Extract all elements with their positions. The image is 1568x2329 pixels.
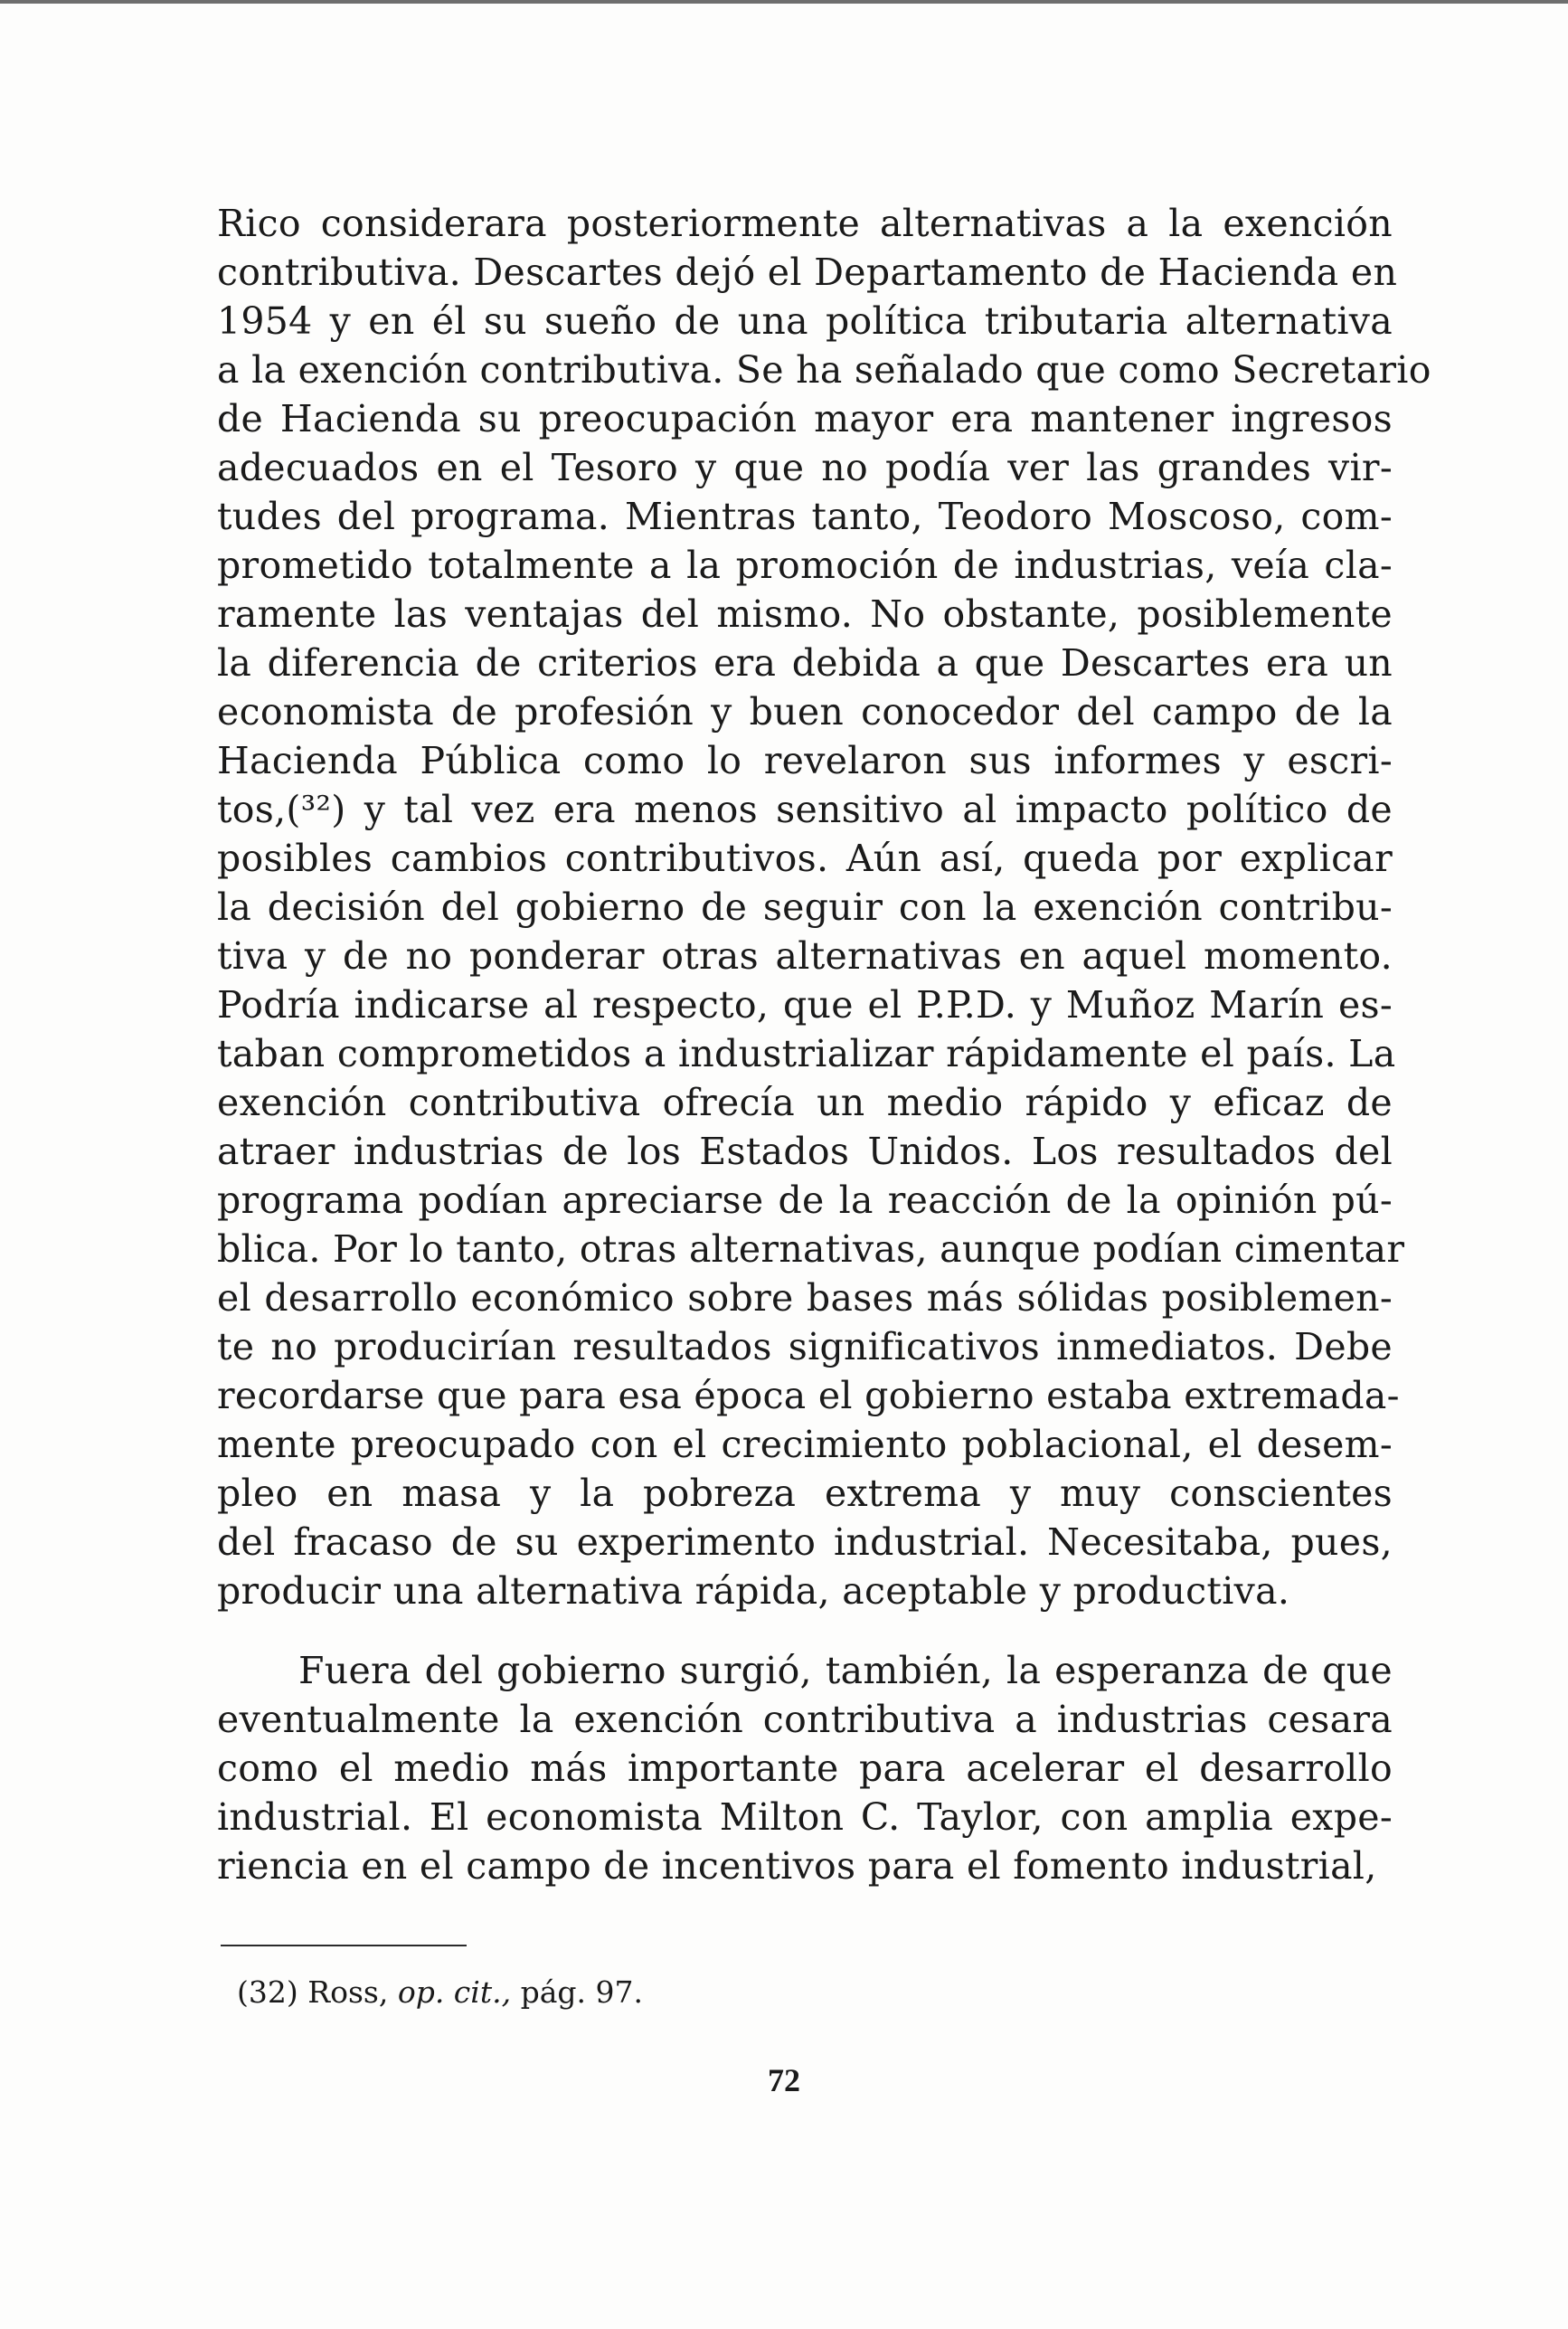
text-line: la decisión del gobierno de seguir con la exención contribu- (217, 885, 1393, 929)
paragraph-spacer (217, 1615, 1393, 1646)
footnote-page-ref: pág. 97. (520, 1974, 643, 2010)
paragraph-1 (217, 199, 1431, 1615)
body-text (217, 199, 1431, 1890)
text-line: blica. Por lo tanto, otras alternativas, aunque podían cimentar (217, 1227, 1405, 1271)
text-line: a la exención contributiva. Se ha señalado que como Secretario (217, 348, 1431, 392)
paragraph-2 (217, 1646, 1393, 1890)
text-line: la diferencia de criterios era debida a que Descartes era un (217, 641, 1393, 685)
text-line: Fuera del gobierno surgió, también, la esperanza de que (298, 1649, 1393, 1692)
text-line: 1954 y en él su sueño de una política tributaria alternativa (217, 299, 1393, 343)
text-line: exención contributiva ofrecía un medio rápido y eficaz de (217, 1081, 1393, 1124)
text-line: producir una alternativa rápida, aceptable y productiva. (217, 1569, 1290, 1613)
footnote-divider (221, 1945, 467, 1946)
text-line: posibles cambios contributivos. Aún así, queda por explicar (217, 837, 1393, 880)
text-line: recordarse que para esa época el gobierno estaba extremada- (217, 1374, 1400, 1417)
text-line: como el medio más importante para acelerar el desarrollo (217, 1747, 1393, 1790)
text-line: programa podían apreciarse de la reacción de la opinión pú- (217, 1179, 1393, 1222)
text-line: eventualmente la exención contributiva a industrias cesara (217, 1698, 1393, 1741)
text-line: adecuados en el Tesoro y que no podía ver las grandes vir- (217, 446, 1393, 489)
text-line: mente preocupado con el crecimiento poblacional, el desem- (217, 1423, 1393, 1466)
footnote-author: Ross, (307, 1974, 389, 2010)
text-line: industrial. El economista Milton C. Taylor, con amplia expe- (217, 1795, 1393, 1839)
footnote-number: (32) (237, 1974, 298, 2010)
text-line: tos,(³²) y tal vez era menos sensitivo al impacto político de (217, 788, 1393, 831)
text-line: el desarrollo económico sobre bases más sólidas posiblemen- (217, 1276, 1393, 1320)
text-line: del fracaso de su experimento industrial. Necesitaba, pues, (217, 1520, 1393, 1564)
text-line: contributiva. Descartes dejó el Departamento de Hacienda en (217, 251, 1398, 294)
text-line: economista de profesión y buen conocedor del campo de la (217, 690, 1393, 734)
text-line: Rico considerara posteriormente alternativas a la exención (217, 202, 1393, 245)
text-line: tiva y de no ponderar otras alternativas en aquel momento. (217, 934, 1393, 978)
text-line: taban comprometidos a industrializar rápidamente el país. La (217, 1032, 1396, 1075)
footnote-abbrev: op. cit., (397, 1974, 512, 2010)
text-line: Hacienda Pública como lo revelaron sus informes y escri- (217, 739, 1393, 782)
page-number: 72 (768, 2062, 800, 2098)
text-line: riencia en el campo de incentivos para el fomento industrial, (217, 1844, 1377, 1888)
text-line: Podría indicarse al respecto, que el P.P.D. y Muñoz Marín es- (217, 983, 1393, 1027)
text-line: tudes del programa. Mientras tanto, Teodoro Moscoso, com- (217, 495, 1393, 538)
text-line: prometido totalmente a la promoción de industrias, veía cla- (217, 544, 1393, 587)
page-edge (0, 0, 1568, 4)
text-line: de Hacienda su preocupación mayor era mantener ingresos (217, 397, 1393, 440)
text-line: te no producirían resultados significativos inmediatos. Debe (217, 1325, 1393, 1368)
footnote-32 (237, 1972, 643, 2013)
text-line: pleo en masa y la pobreza extrema y muy conscientes (217, 1472, 1393, 1515)
text-line: atraer industrias de los Estados Unidos. Los resultados del (217, 1130, 1393, 1173)
text-line: ramente las ventajas del mismo. No obstante, posiblemente (217, 592, 1393, 636)
